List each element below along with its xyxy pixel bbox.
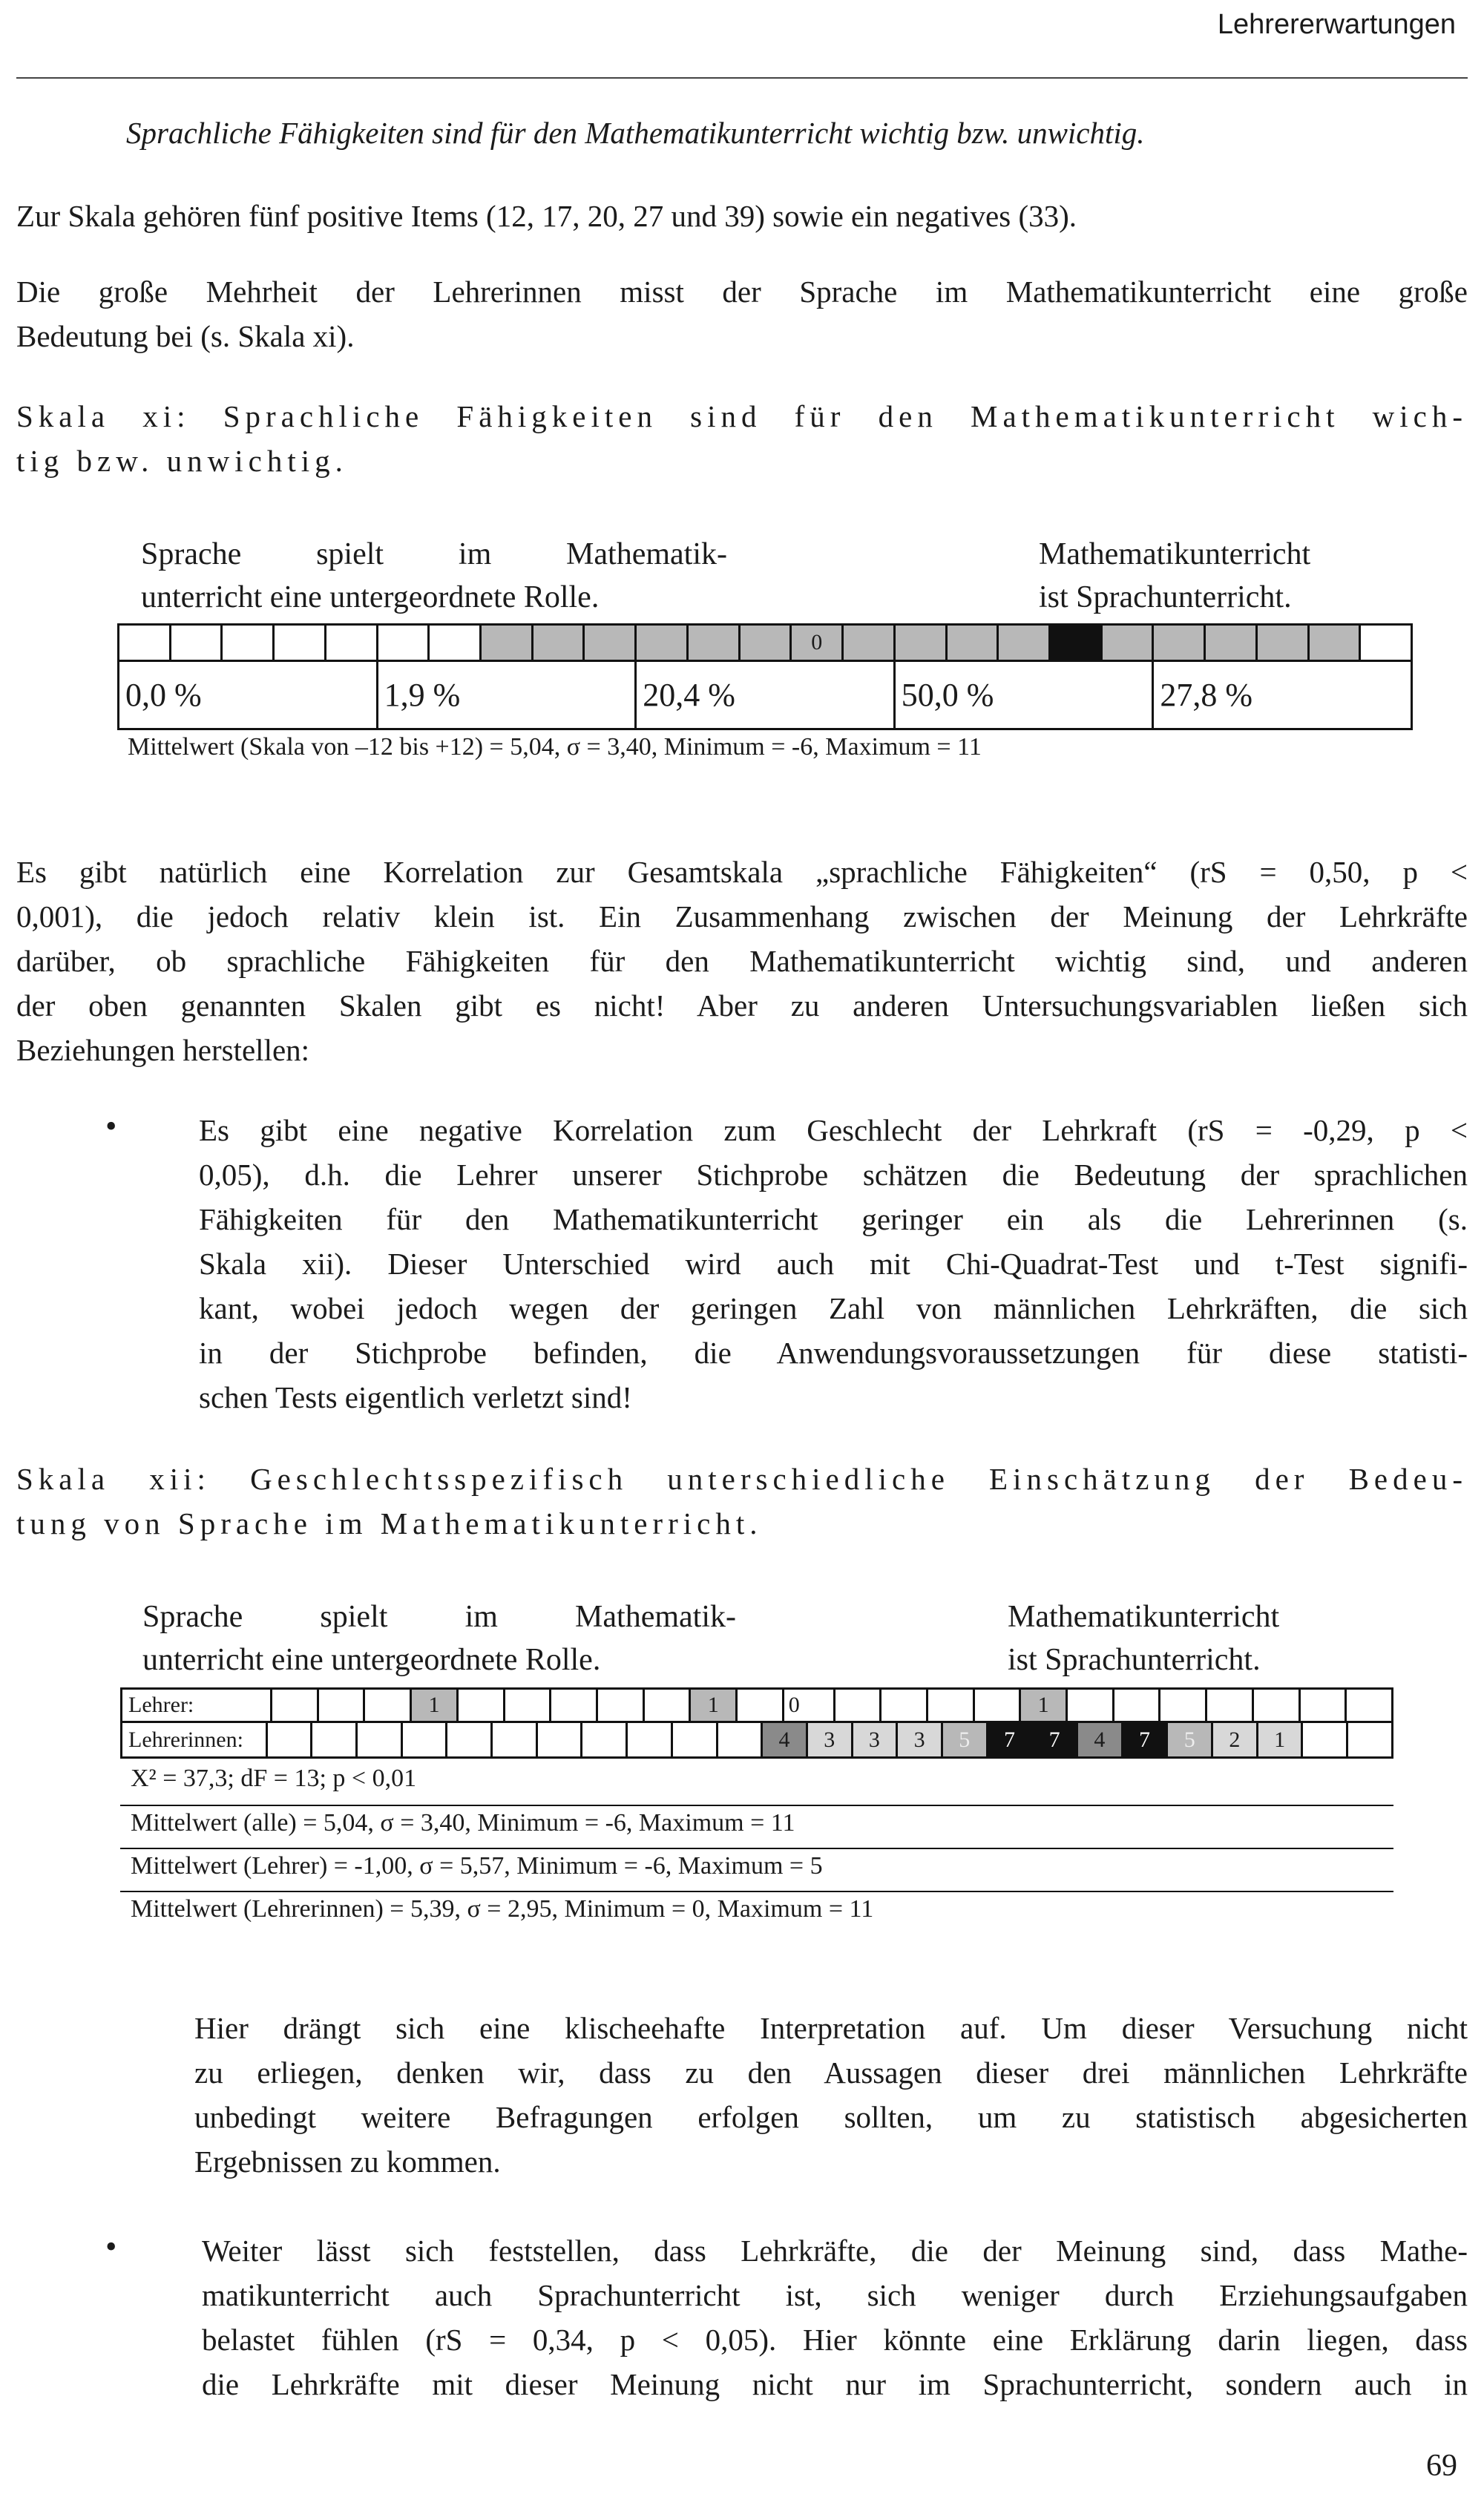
scale-xii-left-label-l1: Sprache spielt im Mathematik-: [142, 1600, 736, 1634]
scale-box: 3: [808, 1723, 853, 1756]
percent-cell: 50,0 %: [896, 662, 1155, 728]
scale-box: [1114, 1690, 1161, 1721]
row-label-text: Lehrer:: [128, 1693, 194, 1717]
scale-xii-stat-lehrer: Mittelwert (Lehrer) = -1,00, σ = 5,57, Minimum = -6, Maximum = 5: [131, 1852, 823, 1880]
bullet2-line: belastet fühlen (rS = 0,34, p < 0,05). Hier könnte eine Erklärung darin liegen, dass: [202, 2323, 1468, 2357]
scale-box: [628, 1723, 673, 1756]
scale-box: [1154, 626, 1206, 660]
scale-xii-right-label-l1: Mathematikunterricht: [1008, 1600, 1280, 1634]
scale-xii-row-lehrerinnen: [120, 1723, 1393, 1759]
scale-box: [645, 1690, 692, 1721]
scale-box: [1301, 1690, 1347, 1721]
scale-box: [447, 1723, 493, 1756]
paragraph-correlation-l3: darüber, ob sprachliche Fähigkeiten für den Mathematikunterricht wichtig sind, und anderen: [16, 944, 1468, 978]
scale-box: [551, 1690, 598, 1721]
scale-xi-right-label-l1: Mathematikunterricht: [1039, 537, 1311, 571]
bullet2-line: die Lehrkräfte mit dieser Meinung nicht nur im Sprachunterricht, sondern auch in: [202, 2367, 1468, 2401]
scale-box: [430, 626, 482, 660]
scale-box: [598, 1690, 645, 1721]
scale-box: 1: [1258, 1723, 1304, 1756]
paragraph-interpretation-l2: zu erliegen, denken wir, dass zu den Aussagen dieser drei männlichen Lehrkräfte: [194, 2055, 1468, 2090]
scale-box: 7: [1123, 1723, 1169, 1756]
scale-xii-stat-chi: X² = 37,3; dF = 13; p < 0,01: [131, 1765, 417, 1792]
scale-box: [585, 626, 637, 660]
bullet1-line: Skala xii). Dieser Unterschied wird auch mit Chi-Quadrat-Test und t-Test signifi-: [199, 1247, 1468, 1281]
scale-box-zero: 0: [792, 626, 844, 660]
page-number: 69: [1426, 2449, 1457, 2483]
scale-box: [673, 1723, 718, 1756]
scale-box: [738, 1690, 784, 1721]
paragraph-majority-l2: Bedeutung bei (s. Skala xi).: [16, 319, 355, 353]
header-rule: [16, 77, 1468, 79]
paragraph-correlation-l2: 0,001), die jedoch relativ klein ist. Ein Zusammenhang zwischen der Meinung der Lehrkräfte: [16, 899, 1468, 933]
divider: [120, 1805, 1393, 1806]
scale-box: [1310, 626, 1362, 660]
scale-box: [482, 626, 533, 660]
scale-box: [948, 626, 999, 660]
scale-box: 1: [691, 1690, 738, 1721]
scale-box: 5: [943, 1723, 988, 1756]
scale-xi-caption-l1: Skala xi: Sprachliche Fähigkeiten sind für den Mathematikunterricht wich-: [16, 399, 1468, 433]
scale-box: 4: [1078, 1723, 1123, 1756]
row-label-text: Lehrerinnen:: [128, 1727, 243, 1752]
scale-box: [326, 626, 378, 660]
scale-box: [268, 1723, 313, 1756]
scale-box: 2: [1213, 1723, 1258, 1756]
scale-box: 7: [988, 1723, 1034, 1756]
bullet1-line: Fähigkeiten für den Mathematikunterricht geringer ein als die Lehrerinnen (s.: [199, 1202, 1468, 1236]
running-header: Lehrererwartungen: [1217, 9, 1456, 40]
scale-xii-caption-l2: tung von Sprache im Mathematikunterricht.: [16, 1506, 763, 1540]
scale-box: 3: [853, 1723, 899, 1756]
scale-box: [1254, 1690, 1301, 1721]
paragraph-correlation-l5: Beziehungen herstellen:: [16, 1033, 310, 1067]
paragraph-correlation-l1: Es gibt natürlich eine Korrelation zur Gesamtskala „sprachliche Fähigkeiten“ (rS = 0,50, p <: [16, 855, 1468, 889]
scale-box: [718, 1723, 764, 1756]
scale-box: [365, 1690, 412, 1721]
scale-box: [928, 1690, 975, 1721]
scale-box: [533, 626, 585, 660]
scale-box: 3: [898, 1723, 943, 1756]
paragraph-interpretation-l3: unbedingt weitere Befragungen erfolgen sollten, um zu statistisch abgesicherten: [194, 2100, 1468, 2134]
scale-xi-left-label-l1: Sprache spielt im Mathematik-: [141, 537, 727, 571]
scale-xii-right-label-l2: ist Sprachunterricht.: [1008, 1643, 1261, 1677]
scale-box: [378, 626, 430, 660]
scale-box: [538, 1723, 583, 1756]
scale-box: [1303, 1723, 1348, 1756]
scale-xi-percent-row: [117, 662, 1413, 730]
percent-cell: 20,4 %: [637, 662, 896, 728]
scale-box: [835, 1690, 882, 1721]
section-subtitle: Sprachliche Fähigkeiten sind für den Mathematikunterricht wichtig bzw. unwichtig.: [126, 116, 1145, 150]
paragraph-items: Zur Skala gehören fünf positive Items (12, 17, 20, 27 und 39) sowie ein negatives (33).: [16, 199, 1077, 233]
divider: [120, 1848, 1393, 1849]
bullet1-line: in der Stichprobe befinden, die Anwendungsvoraussetzungen für diese statisti-: [199, 1336, 1468, 1370]
scale-box: [1348, 1723, 1391, 1756]
scale-xii-row-lehrer: [120, 1687, 1393, 1723]
scale-box: [1068, 1690, 1114, 1721]
bullet2-line: matikunterricht auch Sprachunterricht ist, sich weniger durch Erziehungsaufgaben: [202, 2278, 1468, 2312]
bullet-dot-icon: •: [105, 1108, 117, 1144]
scale-box: [223, 626, 275, 660]
scale-box-zero: 0: [784, 1690, 835, 1721]
scale-box: 5: [1168, 1723, 1213, 1756]
scale-xii-left-label-l2: unterricht eine untergeordnete Rolle.: [142, 1643, 601, 1677]
scale-box: [403, 1723, 448, 1756]
scale-xii-stat-lehrerinnen: Mittelwert (Lehrerinnen) = 5,39, σ = 2,95, Minimum = 0, Maximum = 11: [131, 1895, 874, 1923]
scale-box: [1206, 626, 1258, 660]
scale-xii-stat-all: Mittelwert (alle) = 5,04, σ = 3,40, Minimum = -6, Maximum = 11: [131, 1809, 795, 1837]
scale-xi-left-label-l2: unterricht eine untergeordnete Rolle.: [141, 580, 600, 614]
scale-box: [1160, 1690, 1207, 1721]
bullet1-line: kant, wobei jedoch wegen der geringen Zahl von männlichen Lehrkräften, die sich: [199, 1291, 1468, 1325]
divider: [120, 1891, 1393, 1892]
scale-box: [1347, 1690, 1391, 1721]
scale-box: [171, 626, 223, 660]
scale-box: [493, 1723, 538, 1756]
percent-cell: 0,0 %: [119, 662, 378, 728]
scale-box: [1103, 626, 1155, 660]
paragraph-interpretation-l1: Hier drängt sich eine klischeehafte Interpretation auf. Um dieser Versuchung nicht: [194, 2011, 1468, 2045]
bullet1-line: Es gibt eine negative Korrelation zum Geschlecht der Lehrkraft (rS = -0,29, p <: [199, 1113, 1468, 1147]
scale-box: [1361, 626, 1411, 660]
paragraph-correlation-l4: der oben genannten Skalen gibt es nicht! Aber zu anderen Untersuchungsvariablen ließen sich: [16, 988, 1468, 1023]
scale-box: [358, 1723, 403, 1756]
scale-box: [881, 1690, 928, 1721]
scale-box: [741, 626, 792, 660]
scale-box: [1258, 626, 1310, 660]
scale-box: [275, 626, 326, 660]
scale-box: [505, 1690, 552, 1721]
scale-box: [272, 1690, 319, 1721]
scale-box: 1: [412, 1690, 459, 1721]
percent-cell: 27,8 %: [1160, 677, 1253, 713]
scale-box: [459, 1690, 505, 1721]
scale-box: 4: [763, 1723, 808, 1756]
bullet2-line: Weiter lässt sich feststellen, dass Lehrkräfte, die der Meinung sind, dass Mathe-: [202, 2234, 1468, 2268]
scale-box: [312, 1723, 358, 1756]
scale-xi-stats: Mittelwert (Skala von –12 bis +12) = 5,04, σ = 3,40, Minimum = -6, Maximum = 11: [128, 733, 982, 761]
bullet1-line: 0,05), d.h. die Lehrer unserer Stichprobe schätzen die Bedeutung der sprachlichen: [199, 1158, 1468, 1192]
scale-box: [1051, 626, 1103, 660]
scale-box: [582, 1723, 628, 1756]
paragraph-interpretation-l4: Ergebnissen zu kommen.: [194, 2145, 501, 2179]
scale-box: [319, 1690, 366, 1721]
scale-box: [689, 626, 741, 660]
scale-box: [896, 626, 948, 660]
scale-box: [637, 626, 689, 660]
scale-box: [844, 626, 896, 660]
scale-box: [119, 626, 171, 660]
scale-xi-box-row: [117, 623, 1413, 662]
row-label: [122, 1723, 268, 1756]
scale-xi-caption-l2: tig bzw. unwichtig.: [16, 444, 348, 478]
scale-box: [999, 626, 1051, 660]
scale-box: [1207, 1690, 1254, 1721]
percent-cell: 1,9 %: [378, 662, 637, 728]
scale-box: 1: [1021, 1690, 1068, 1721]
scale-box: 7: [1033, 1723, 1078, 1756]
row-label: [122, 1690, 272, 1721]
scale-xii-caption-l1: Skala xii: Geschlechtsspezifisch unterschiedliche Einschätzung der Bedeu-: [16, 1462, 1468, 1496]
scale-xi-right-label-l2: ist Sprachunterricht.: [1039, 580, 1292, 614]
bullet-dot-icon: •: [105, 2228, 117, 2265]
scale-box: [975, 1690, 1022, 1721]
paragraph-majority-l1: Die große Mehrheit der Lehrerinnen misst der Sprache im Mathematikunterricht eine große: [16, 275, 1468, 309]
bullet1-line: schen Tests eigentlich verletzt sind!: [199, 1380, 632, 1414]
